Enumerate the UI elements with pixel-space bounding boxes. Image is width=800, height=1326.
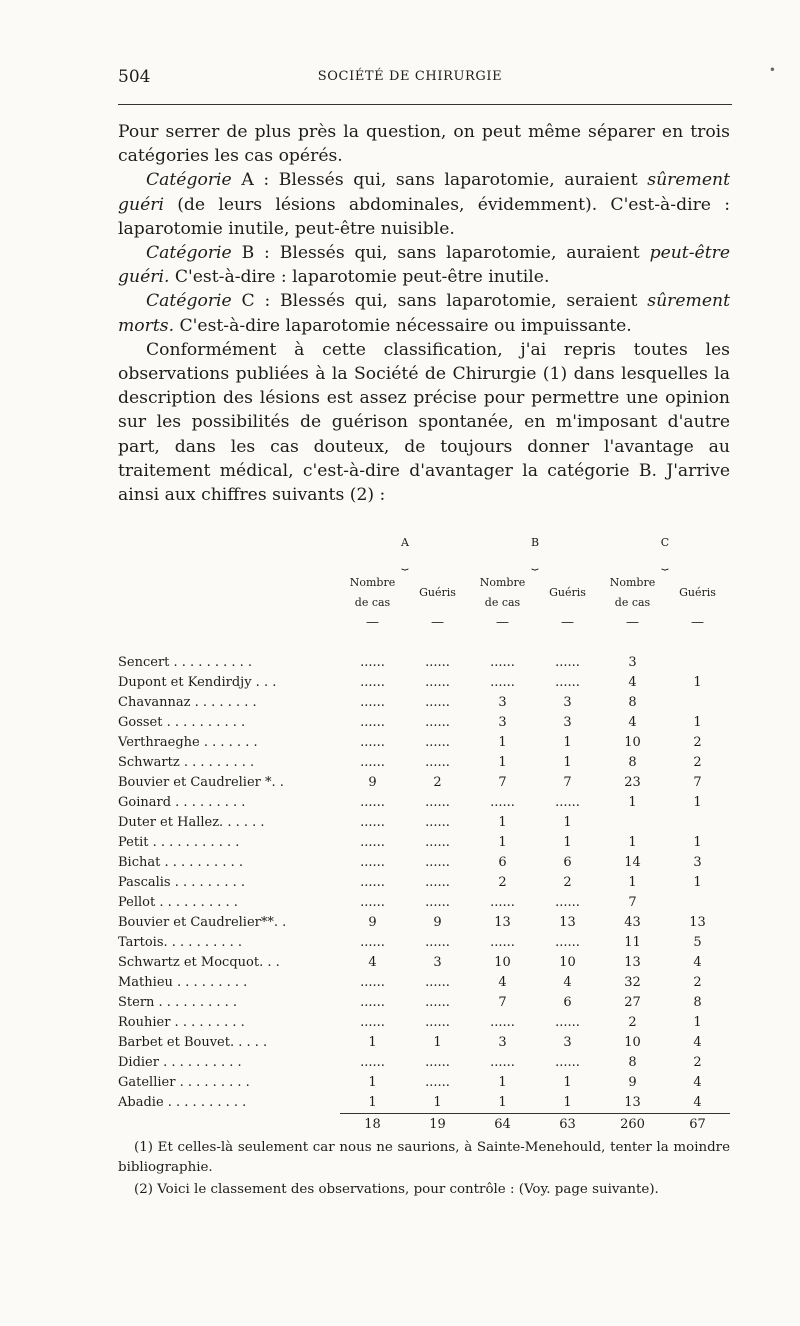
table-cell: 8 <box>628 755 637 770</box>
surgeon-name: Tartois. . . . . . . . . . <box>118 935 243 950</box>
table-row <box>118 913 730 933</box>
table-cell: 4 <box>498 975 507 990</box>
table-cell: 1 <box>433 1035 442 1050</box>
category-a-paragraph: Catégorie A : Blessés qui, sans laparotomie, auraient sûrement guéri (de leurs lésions abdominales, évidemment). C'est-à-dire : laparotomie inutile, peut-être nuisible. <box>118 170 731 239</box>
table-cell: 1 <box>563 735 572 750</box>
surgeon-name: Barbet et Bouvet. . . . . <box>118 1035 268 1050</box>
table-cell: ...... <box>555 1055 580 1070</box>
table-cell: ...... <box>360 935 385 950</box>
table-cell: 13 <box>494 915 511 930</box>
surgeon-name: Schwartz . . . . . . . . . <box>118 755 255 770</box>
table-cell: 9 <box>368 775 377 790</box>
total-cell: 63 <box>535 1114 600 1137</box>
table-cell: ...... <box>360 735 385 750</box>
brace-a: ⏟ <box>401 556 409 570</box>
table-cell: 2 <box>628 1015 637 1030</box>
table-row <box>118 953 730 973</box>
classification-paragraph: Conformément à cette classification, j'ai repris toutes les observations publiées à la Société de Chirurgie (1) dans lesquelles la description des lésions est assez précise pour permettre une opinion sur les possibilités de guérison spontanée, en m'imposant d'autre part, dans les cas douteux, de toujours donner l'avantage au traitement médical, c'est-à-dire d'avantager la catégorie B. J'arrive ainsi aux chiffres suivants (2) : <box>118 339 730 506</box>
table-cell: ...... <box>425 695 450 710</box>
table-cell: 10 <box>494 955 511 970</box>
table-row <box>118 973 730 993</box>
table-cell: ...... <box>425 1075 450 1090</box>
table-cell: ...... <box>360 895 385 910</box>
table-cell: 3 <box>628 655 637 670</box>
table-row <box>118 733 730 753</box>
table-cell: 1 <box>628 875 637 890</box>
table-cell: ...... <box>425 935 450 950</box>
table-row <box>118 993 730 1013</box>
col-gueris-b: Guéris <box>549 586 586 599</box>
table-cell: ...... <box>425 795 450 810</box>
table-cell: ...... <box>490 895 515 910</box>
table-cell: 14 <box>624 855 641 870</box>
table-row <box>118 873 730 893</box>
table-cell: 1 <box>693 835 702 850</box>
table-cell <box>665 693 730 713</box>
table-cell: ...... <box>360 815 385 830</box>
table-cell: 11 <box>624 935 641 950</box>
table-cell: 3 <box>498 715 507 730</box>
table-cell: ...... <box>555 675 580 690</box>
table-cell: 27 <box>624 995 641 1010</box>
table-row <box>118 1053 730 1073</box>
table-cell: 7 <box>498 995 507 1010</box>
table-cell: 2 <box>693 975 702 990</box>
table-row <box>118 793 730 813</box>
table-cell: ...... <box>360 695 385 710</box>
table-cell: ...... <box>360 1055 385 1070</box>
table-cell: 1 <box>498 735 507 750</box>
total-cell: 260 <box>600 1114 665 1137</box>
surgeon-name: Bouvier et Caudrelier**. . <box>118 915 287 930</box>
table-cell: ...... <box>490 795 515 810</box>
table-cell: 1 <box>628 795 637 810</box>
table-cell: 2 <box>563 875 572 890</box>
table-cell: 7 <box>498 775 507 790</box>
table-row <box>118 773 730 793</box>
table-cell: ...... <box>360 875 385 890</box>
table-cell: ...... <box>425 1055 450 1070</box>
table-row <box>118 893 730 913</box>
table-cell: 7 <box>693 775 702 790</box>
table-cell: 5 <box>693 935 702 950</box>
table-cell: ...... <box>425 855 450 870</box>
table-cell: 1 <box>628 835 637 850</box>
category-a-label: Catégorie <box>146 170 232 191</box>
brace-b: ⏟ <box>531 556 539 570</box>
group-b-label: B <box>530 536 540 549</box>
intro-paragraph: Pour serrer de plus près la question, on peut même séparer en trois catégories les cas opérés. <box>118 122 730 167</box>
table-cell: ...... <box>360 755 385 770</box>
page-number: 504 <box>118 67 151 87</box>
table-cell: 2 <box>693 1055 702 1070</box>
table-cell: ...... <box>555 795 580 810</box>
table-cell: 4 <box>368 955 377 970</box>
brace-c: ⏟ <box>661 556 669 570</box>
results-table <box>118 533 730 1136</box>
table-cell: ...... <box>425 975 450 990</box>
total-cell: 67 <box>665 1114 730 1137</box>
table-cell: 10 <box>624 735 641 750</box>
surgeon-name: Bouvier et Caudrelier *. . <box>118 775 284 790</box>
table-cell: 1 <box>498 1075 507 1090</box>
table-cell <box>665 813 730 833</box>
table-cell: 1 <box>498 1095 507 1110</box>
category-c-label: Catégorie <box>146 291 232 312</box>
table-cell: 1 <box>563 835 572 850</box>
surgeon-name: Bichat . . . . . . . . . . <box>118 855 243 870</box>
group-c-label: C <box>660 536 670 549</box>
table-cell: 3 <box>563 695 572 710</box>
category-b-label: Catégorie <box>146 243 232 264</box>
table-cell: 4 <box>628 675 637 690</box>
surgeon-name: Schwartz et Mocquot. . . <box>118 955 280 970</box>
table-cell: 1 <box>693 1015 702 1030</box>
surgeon-name: Duter et Hallez. . . . . . <box>118 815 265 830</box>
table-cell: 8 <box>628 1055 637 1070</box>
table-cell <box>600 813 665 833</box>
table-cell: ...... <box>425 715 450 730</box>
table-cell: ...... <box>360 795 385 810</box>
col-gueris-a: Guéris <box>419 586 456 599</box>
table-cell: 1 <box>433 1095 442 1110</box>
table-cell: 1 <box>563 1075 572 1090</box>
table-cell: 3 <box>693 855 702 870</box>
table-cell: 1 <box>693 875 702 890</box>
surgeon-name: Dupont et Kendirdjy . . . <box>118 675 277 690</box>
table-cell: ...... <box>360 855 385 870</box>
table-cell: 3 <box>498 1035 507 1050</box>
table-cell: ...... <box>360 655 385 670</box>
surgeon-name: Pascalis . . . . . . . . . <box>118 875 245 890</box>
footnote-2: (2) Voici le classement des observations, pour contrôle : (Voy. page suivante). <box>134 1182 659 1197</box>
surgeon-name: Goinard . . . . . . . . . <box>118 795 246 810</box>
table-cell: 3 <box>563 1035 572 1050</box>
table-cell: ...... <box>360 835 385 850</box>
table-cell: 32 <box>624 975 641 990</box>
table-cell: 9 <box>368 915 377 930</box>
corner-mark: • <box>768 63 776 77</box>
table-cell: ...... <box>425 835 450 850</box>
table-cell: 4 <box>693 1075 702 1090</box>
table-cell: ...... <box>490 655 515 670</box>
table-row <box>118 693 730 713</box>
table-cell: 10 <box>624 1035 641 1050</box>
table-row <box>118 833 730 853</box>
table-cell: 2 <box>693 755 702 770</box>
category-b-paragraph: Catégorie B : Blessés qui, sans laparotomie, auraient peut-être guéri. C'est-à-dire : laparotomie peut-être inutile. <box>118 243 730 288</box>
table-cell: 4 <box>628 715 637 730</box>
table-cell: ...... <box>360 675 385 690</box>
table-cell: 1 <box>498 755 507 770</box>
table-cell: ...... <box>360 715 385 730</box>
table-cell: ...... <box>555 935 580 950</box>
table-cell: ...... <box>490 935 515 950</box>
surgeon-name: Abadie . . . . . . . . . . <box>118 1095 247 1111</box>
table-cell: 1 <box>693 675 702 690</box>
table-cell: 13 <box>689 915 706 930</box>
table-cell: ...... <box>360 1015 385 1030</box>
table-cell: ...... <box>425 815 450 830</box>
footnotes <box>118 1138 730 1202</box>
table-cell: 13 <box>624 1095 641 1110</box>
table-row <box>118 753 730 773</box>
table-row <box>118 1033 730 1053</box>
table-row <box>118 653 730 673</box>
table-cell: ...... <box>425 675 450 690</box>
table-cell: ...... <box>555 895 580 910</box>
table-cell: 1 <box>563 755 572 770</box>
table-cell: ...... <box>360 975 385 990</box>
table-cell: ...... <box>490 1015 515 1030</box>
table-cell: ...... <box>425 875 450 890</box>
table-cell: 23 <box>624 775 641 790</box>
header-rule <box>118 104 732 105</box>
table-row <box>118 813 730 833</box>
table-cell: 8 <box>628 695 637 710</box>
totals-row <box>118 1114 730 1137</box>
surgeon-name: Mathieu . . . . . . . . . <box>118 975 248 990</box>
table-cell: 3 <box>563 715 572 730</box>
table-cell: ...... <box>555 1015 580 1030</box>
surgeon-name: Pellot . . . . . . . . . . <box>118 895 238 910</box>
group-header-row <box>118 533 730 553</box>
table-cell: 9 <box>628 1075 637 1090</box>
col-nombre-a: Nombre de cas <box>349 576 396 609</box>
table-row <box>118 1093 730 1114</box>
table-cell: 9 <box>433 915 442 930</box>
table-cell: 6 <box>563 855 572 870</box>
table-cell: 13 <box>559 915 576 930</box>
table-cell: 4 <box>693 1035 702 1050</box>
table-cell: 1 <box>563 1095 572 1110</box>
table-cell: ...... <box>490 1055 515 1070</box>
dash-row: — — — — — — <box>366 615 704 630</box>
table-cell: 4 <box>563 975 572 990</box>
table-cell: ...... <box>425 755 450 770</box>
footnote-1: (1) Et celles-là seulement car nous ne saurions, à Sainte-Menehould, tenter la moindre bibliographie. <box>118 1140 730 1175</box>
table-cell: 1 <box>563 815 572 830</box>
total-cell: 64 <box>470 1114 535 1137</box>
total-cell: 18 <box>340 1114 405 1137</box>
table-cell: 1 <box>498 815 507 830</box>
col-nombre-c: Nombre de cas <box>609 576 656 609</box>
surgeon-name: Chavannaz . . . . . . . . <box>118 695 257 710</box>
category-c-paragraph: Catégorie C : Blessés qui, sans laparotomie, seraient sûrement morts. C'est-à-dire laparotomie nécessaire ou impuissante. <box>118 291 730 336</box>
table-cell <box>665 893 730 913</box>
table-cell: ...... <box>425 995 450 1010</box>
table-row <box>118 1073 730 1093</box>
total-cell: 19 <box>405 1114 470 1137</box>
table-cell: ...... <box>425 1015 450 1030</box>
col-gueris-c: Guéris <box>679 586 716 599</box>
table-cell: 1 <box>498 835 507 850</box>
table-cell: 6 <box>498 855 507 870</box>
table-cell: ...... <box>425 895 450 910</box>
table-cell: ...... <box>555 655 580 670</box>
table-row <box>118 713 730 733</box>
surgeon-name: Gosset . . . . . . . . . . <box>118 715 246 730</box>
table-cell: ...... <box>425 655 450 670</box>
column-header-row <box>118 573 730 613</box>
table-row <box>118 1013 730 1033</box>
table-cell: 3 <box>498 695 507 710</box>
table-cell: ...... <box>425 735 450 750</box>
table-cell: 8 <box>693 995 702 1010</box>
table-row <box>118 933 730 953</box>
table-cell: 2 <box>498 875 507 890</box>
page-header <box>0 63 800 93</box>
table-cell: 6 <box>563 995 572 1010</box>
body-text <box>118 120 730 507</box>
table-cell: 4 <box>693 955 702 970</box>
group-a-label: A <box>401 536 409 549</box>
surgeon-name: Sencert . . . . . . . . . . <box>118 655 253 670</box>
col-nombre-b: Nombre de cas <box>479 576 526 609</box>
surgeon-name: Rouhier . . . . . . . . . <box>118 1015 245 1030</box>
table-cell <box>665 653 730 673</box>
table-cell: 13 <box>624 955 641 970</box>
table-cell: 7 <box>628 895 637 910</box>
brace-row <box>118 553 730 573</box>
table-cell: 1 <box>368 1075 377 1090</box>
table-cell: 2 <box>693 735 702 750</box>
table-cell: 7 <box>563 775 572 790</box>
table-cell: 1 <box>693 715 702 730</box>
running-title: SOCIÉTÉ DE CHIRURGIE <box>317 69 503 84</box>
table-cell: 1 <box>693 795 702 810</box>
table-cell: ...... <box>360 995 385 1010</box>
surgeon-name: Petit . . . . . . . . . . . <box>118 835 240 850</box>
table-cell: ...... <box>490 675 515 690</box>
surgeon-name: Gatellier . . . . . . . . . <box>118 1075 250 1090</box>
table-cell: 2 <box>433 775 442 790</box>
surgeon-name: Didier . . . . . . . . . . <box>118 1055 242 1070</box>
surgeon-name: Stern . . . . . . . . . . <box>118 995 238 1010</box>
table-cell: 1 <box>368 1095 377 1110</box>
surgeon-name: Verthraeghe . . . . . . . <box>118 735 258 750</box>
table-cell: 43 <box>624 915 641 930</box>
table-cell: 10 <box>559 955 576 970</box>
table-cell: 3 <box>433 955 442 970</box>
table-cell: 1 <box>368 1035 377 1050</box>
table-row <box>118 673 730 693</box>
table-cell: 4 <box>693 1095 702 1110</box>
table-row <box>118 853 730 873</box>
